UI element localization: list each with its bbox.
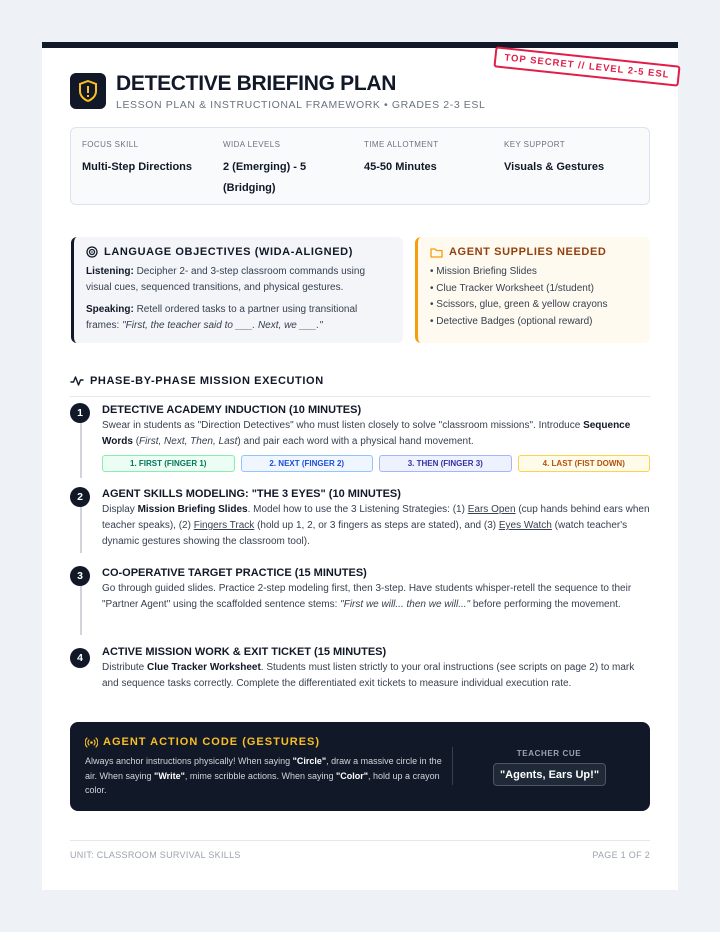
- shield-alert-icon: [70, 73, 106, 109]
- step-description: [102, 581, 650, 613]
- step-bold: Clue Tracker Worksheet: [147, 662, 261, 673]
- step-bold: Mission Briefing Slides: [137, 504, 248, 515]
- footer-unit: UNIT: CLASSROOM SURVIVAL SKILLS: [70, 850, 241, 860]
- classification-stamp: TOP SECRET // LEVEL 2-5 ESL: [493, 46, 680, 86]
- folder-icon: [430, 247, 443, 258]
- speaking-frame: "First, the teacher said to ___. Next, we ___.": [122, 320, 323, 331]
- agent-supplies-card: [415, 237, 650, 343]
- step-text: (watch teacher's dynamic gestures showing the classroom tool).: [102, 520, 628, 547]
- meta-label: KEY SUPPORT: [504, 140, 566, 149]
- step-number-badge: 3: [70, 566, 90, 586]
- objectives-heading-text: LANGUAGE OBJECTIVES (WIDA-ALIGNED): [104, 246, 353, 258]
- action-code-heading-text: AGENT ACTION CODE (GESTURES): [103, 736, 321, 748]
- list-item: • Clue Tracker Worksheet (1/student): [430, 282, 594, 294]
- supply-item: Clue Tracker Worksheet (1/student): [436, 282, 594, 294]
- list-item: • Detective Badges (optional reward): [430, 315, 593, 327]
- sequence-chip-last: 4. LAST (FIST DOWN): [518, 455, 651, 472]
- execution-step-4: [102, 646, 650, 692]
- action-keyword: "Color": [335, 770, 369, 781]
- speaking-text: Retell ordered tasks to a partner using transitional frames:: [86, 304, 358, 331]
- teacher-cue-badge: "Agents, Ears Up!": [493, 763, 606, 786]
- action-text: , mime scribble actions. When saying: [184, 770, 336, 781]
- timeline-connector: [80, 421, 82, 478]
- action-keyword: "Circle": [292, 756, 327, 766]
- supply-item: Mission Briefing Slides: [436, 266, 537, 277]
- sentence-stem: "First we will... then we will...": [340, 599, 471, 610]
- meta-value: 2 (Emerging) - 5 (Bridging): [223, 161, 307, 194]
- supply-item: Detective Badges (optional reward): [436, 315, 593, 327]
- action-text: , hold up a crayon color.: [85, 770, 440, 795]
- execution-step-2: [102, 488, 650, 550]
- meta-time-allotment: [364, 140, 494, 178]
- divider: [452, 747, 453, 785]
- broadcast-icon: [85, 737, 98, 748]
- meta-value: Multi-Step Directions: [82, 161, 193, 173]
- action-keyword: "Write": [154, 770, 185, 781]
- step-number-badge: 1: [70, 403, 90, 423]
- speaking-objective: [86, 302, 391, 334]
- meta-label: FOCUS SKILL: [82, 140, 139, 149]
- step-italic: First, Next, Then, Last: [139, 436, 238, 447]
- page-subtitle: LESSON PLAN & INSTRUCTIONAL FRAMEWORK • GRADES 2-3 ESL: [116, 99, 486, 111]
- supplies-heading-text: AGENT SUPPLIES NEEDED: [449, 246, 607, 258]
- step-title: CO-OPERATIVE TARGET PRACTICE (15 MINUTES): [102, 567, 367, 579]
- timeline-connector: [80, 506, 82, 553]
- page-footer: [70, 840, 650, 860]
- step-text: . Students must listen strictly to your oral instructions (see scripts on page 2) to mark and sequence tasks correctly. Complete the differentiated exit tickets to measure individual execution rate.: [102, 662, 635, 689]
- step-text: . Model how to use the 3 Listening Strategies: (1): [247, 504, 468, 515]
- meta-wida-levels: [223, 140, 338, 199]
- sequence-chip-next: 2. NEXT (FINGER 2): [241, 455, 374, 472]
- execution-step-1: [102, 404, 650, 472]
- page-title: DETECTIVE BRIEFING PLAN: [116, 72, 397, 95]
- step-description: [102, 502, 650, 550]
- strategy-ears-open: Ears Open: [467, 504, 516, 515]
- step-text: Distribute: [102, 662, 148, 673]
- timeline-connector: [80, 585, 82, 635]
- step-description: [102, 660, 650, 692]
- lesson-meta-panel: [70, 127, 650, 205]
- action-text: , draw a massive circle in the air. When saying: [85, 756, 442, 781]
- language-objectives-card: [71, 237, 403, 343]
- step-number-badge: 4: [70, 648, 90, 668]
- step-text: ) and pair each word with a physical hand movement.: [237, 436, 474, 447]
- execution-section-heading: [70, 375, 650, 397]
- meta-value: Visuals & Gestures: [504, 161, 605, 173]
- meta-label: WIDA LEVELS: [223, 140, 281, 149]
- activity-icon: [70, 375, 84, 387]
- step-text: Display: [102, 504, 138, 515]
- meta-key-support: [504, 140, 634, 178]
- step-description: [102, 418, 650, 450]
- step-text: (hold up 1, 2, or 3 fingers as steps are stated), and (3): [254, 520, 499, 531]
- sequence-chips: [102, 455, 650, 472]
- footer-page-number: PAGE 1 OF 2: [592, 850, 650, 860]
- list-item: • Scissors, glue, green & yellow crayons: [430, 299, 608, 310]
- step-bold: Sequence Words: [102, 420, 631, 447]
- listening-label: Listening:: [86, 266, 134, 277]
- agent-action-code-panel: [70, 722, 650, 811]
- supplies-list: [430, 264, 638, 330]
- step-text: Go through guided slides. Practice 2-step modeling first, then 3-step. Have students whisper-retell the sequence to their "Partner Agent" using the scaffolded sentence stems:: [102, 583, 632, 610]
- meta-focus-skill: [82, 140, 212, 178]
- target-icon: [86, 246, 98, 258]
- action-code-heading: [85, 736, 320, 748]
- step-number-badge: 2: [70, 487, 90, 507]
- supplies-heading: [430, 246, 638, 258]
- listening-objective: [86, 264, 391, 296]
- step-text: before performing the movement.: [470, 599, 621, 610]
- strategy-eyes-watch: Eyes Watch: [498, 520, 552, 531]
- execution-step-3: [102, 567, 650, 613]
- sequence-chip-then: 3. THEN (FINGER 3): [379, 455, 512, 472]
- action-code-text: [85, 754, 450, 798]
- step-text: (cup hands behind ears when teacher speaks), (2): [102, 504, 650, 531]
- teacher-cue-label: TEACHER CUE: [516, 749, 582, 758]
- step-text: (: [132, 436, 140, 447]
- step-text: Swear in students as "Direction Detectives" who must listen closely to solve "classroom missions". Introduce: [102, 420, 584, 431]
- listening-text: Decipher 2- and 3-step classroom commands using visual cues, sequenced transitions, and physical gestures.: [86, 266, 365, 293]
- execution-heading-text: PHASE-BY-PHASE MISSION EXECUTION: [90, 375, 324, 387]
- meta-label: TIME ALLOTMENT: [364, 140, 439, 149]
- strategy-fingers-track: Fingers Track: [193, 520, 255, 531]
- step-title: AGENT SKILLS MODELING: "THE 3 EYES" (10 MINUTES): [102, 488, 401, 500]
- objectives-heading: [86, 246, 391, 258]
- speaking-label: Speaking:: [86, 304, 134, 315]
- sequence-chip-first: 1. FIRST (FINGER 1): [102, 455, 235, 472]
- list-item: • Mission Briefing Slides: [430, 266, 537, 277]
- action-text: Always anchor instructions physically! When saying: [85, 756, 293, 766]
- step-title: DETECTIVE ACADEMY INDUCTION (10 MINUTES): [102, 404, 362, 416]
- supply-item: Scissors, glue, green & yellow crayons: [436, 299, 608, 310]
- step-title: ACTIVE MISSION WORK & EXIT TICKET (15 MINUTES): [102, 646, 387, 658]
- meta-value: 45-50 Minutes: [364, 161, 437, 173]
